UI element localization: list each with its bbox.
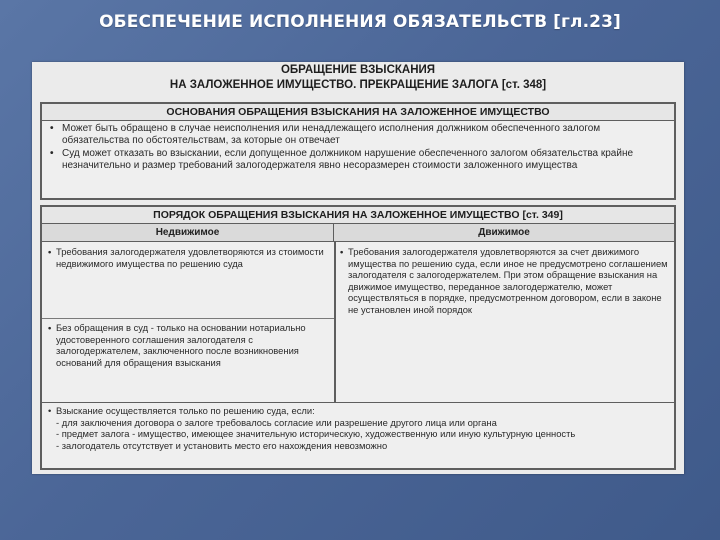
- movable-cell: [340, 246, 672, 316]
- grounds-box: [40, 102, 676, 200]
- bullet-icon: •: [50, 148, 54, 160]
- grounds-bullet-1-text: Может быть обращено в случае неисполнения или ненадлежащего исполнения должником обеспеченного залогом обязательства по обстоятельствам, за которые он отвечает: [62, 123, 601, 146]
- movable-cell-text: Требования залогодержателя удовлетворяются за счет движимого имущества по решению суда, если иное не предусмотрено соглашением залогодателя с залогодержателем. При этом обращение взыскания на движимое имущество, переданное залогодержателю, может осуществляться в порядке, предусмотренном договором, если в законе не установлен иной порядок: [348, 246, 668, 315]
- court-only-lead: [48, 405, 668, 417]
- immovable-cell-no-court-text: Без обращения в суд - только на основании нотариально удостоверенного соглашения залогодателя с залогодержателем, заключенного после возникновения оснований для обращения взыскания: [56, 322, 306, 368]
- column-header-immovable: Недвижимое: [42, 224, 334, 242]
- procedure-table: [42, 224, 674, 451]
- grounds-bullet-2-text: Суд может отказать во взыскании, если допущенное должником нарушение обеспеченного залогом обязательства крайне незначительно и размер требований залогодержателя явно несоразмерен стоимости заложенного имущества: [62, 148, 634, 171]
- document-title: [32, 63, 684, 93]
- grounds-bullet-2: [48, 148, 668, 171]
- immovable-cell-court-text: Требования залогодержателя удовлетворяются из стоимости недвижимого имущества по решению суда: [56, 246, 324, 269]
- document-title-line-1: ОБРАЩЕНИЕ ВЗЫСКАНИЯ: [280, 64, 436, 76]
- court-only-item-3: - залогодатель отсутствует и установить место его нахождения невозможно: [56, 439, 388, 451]
- grounds-heading: ОСНОВАНИЯ ОБРАЩЕНИЯ ВЗЫСКАНИЯ НА ЗАЛОЖЕННОЕ ИМУЩЕСТВО: [42, 104, 674, 121]
- slide-title: ОБЕСПЕЧЕНИЕ ИСПОЛНЕНИЯ ОБЯЗАТЕЛЬСТВ [гл.23]: [99, 12, 621, 32]
- immovable-cell-no-court: [48, 322, 330, 368]
- scanned-document: [32, 62, 684, 474]
- bullet-icon: •: [48, 246, 52, 257]
- grounds-bullet-1: [48, 123, 668, 146]
- court-only-section: [42, 402, 674, 451]
- column-header-movable: Движимое: [334, 224, 674, 242]
- court-only-item-1: - для заключения договора о залоге требовалось согласие или разрешение другого лица или органа: [56, 416, 497, 428]
- column-divider: [334, 242, 336, 402]
- bullet-icon: •: [48, 322, 52, 333]
- procedure-box: [40, 205, 676, 470]
- bullet-icon: •: [340, 246, 344, 257]
- document-title-line-2: НА ЗАЛОЖЕННОЕ ИМУЩЕСТВО. ПРЕКРАЩЕНИЕ ЗАЛОГА [ст. 348]: [169, 79, 547, 91]
- bullet-icon: •: [48, 405, 52, 416]
- court-only-lead-text: Взыскание осуществляется только по решению суда, если:: [56, 405, 315, 416]
- immovable-cell-court: [48, 246, 330, 269]
- row-divider: [42, 318, 334, 319]
- bullet-icon: •: [50, 123, 54, 134]
- court-only-item-2: - предмет залога - имущество, имеющее значительную историческую, художественную или иную культурную ценность: [56, 428, 576, 440]
- procedure-heading: ПОРЯДОК ОБРАЩЕНИЯ ВЗЫСКАНИЯ НА ЗАЛОЖЕННОЕ ИМУЩЕСТВО [ст. 349]: [42, 207, 674, 224]
